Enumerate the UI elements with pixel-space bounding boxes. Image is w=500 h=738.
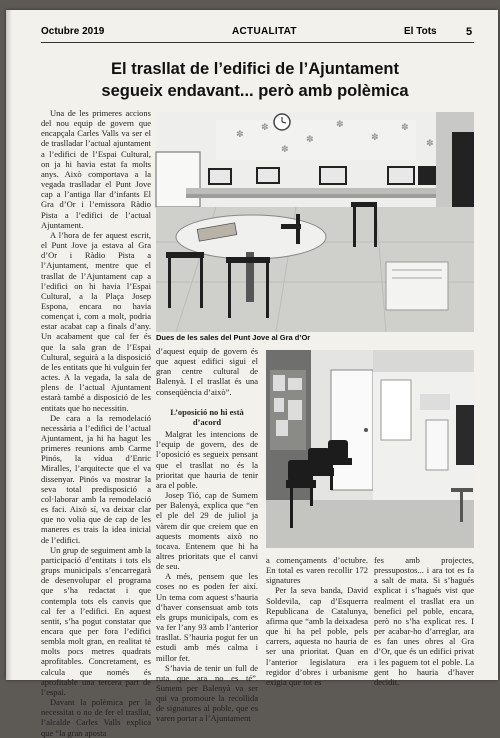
paragraph: fes amb projectes, pressupostos... i ara tot es fa a salt de mata. Si s’hagués explicat i s’hagués vist que realment el trasllat era un benefici pel poble, encara, però no s’ha explicat res. I per acabar-ho d’arreglar, ara es fan unes obres al Gra d’Or, que és un edifici privat i les paguem tot el poble. La gent ho hauria d’haver decidit. (374, 555, 474, 687)
article-column-1 (41, 108, 151, 738)
paragraph: S’havia de tenir un full de ruta que ara no es té”. Sumem per Balenyà va ser qui va promoure la recollida de signatures al poble, que es varen portar a l’Ajuntament (156, 662, 258, 724)
computer-room-illustration (156, 112, 474, 332)
headline-line-2: segueix endavant... però amb polèmica (101, 82, 409, 100)
issue-date: Octubre 2019 (41, 26, 105, 37)
svg-text:✽: ✽ (371, 133, 379, 143)
photo-computer-room (156, 112, 474, 332)
paragraph: Malgrat les intencions de l’equip de govern, des de l’oposició es segueix pensant que el trasllat no és la prioritat que hauria de tenir ara el poble. (156, 429, 258, 490)
svg-text:✽: ✽ (426, 139, 434, 149)
paragraph: De cara a la remodelació necessària a l’edifici de l’actual Ajuntament, ja hi ha hagut les primeres reunions amb Carme Pinós, la vídua d’Enric Miralles, l’arquitecte que el va dissenyar. Pinós va mostrar la seva total predisposició a col·laborar amb la remodelació es faci. Això sí, va deixar clar que no volia que de cap de les maneres es trais la idea inicial de l’edifici. (41, 412, 151, 545)
paragraph: Josep Tió, cap de Sumem per Balenyà, explica que “en el ple del 29 de juliol ja vàrem dir que creiem que en aquests moments això no tocava. Entenem que hi ha altres prioritats que el canvi de seu. (156, 490, 258, 572)
photo-caption: Dues de les sales del Punt Jove al Gra d’Or (156, 333, 311, 342)
paragraph: Una de les primeres accions del nou equip de govern que encapçala Carles Valls va ser el de traslladar l’actual ajuntament a l’edifici de l’Espai Cultural, on ja hi havia estat fa molts anys. Això comportava a la vegada traslladar el Punt Jove cap a l’antiga llar d’infants El Gra d’Or i l’emissora Ràdio Pista a l’edifici de l’actual Ajuntament. (41, 108, 151, 230)
svg-text:✽: ✽ (281, 145, 289, 155)
paragraph: A més, pensem que les coses no es poden fer així. Un tema com aquest s’hauria d’haver consensuat amb tots els grups municipals, com es va fer l’any 93 amb l’anterior trasllat. S’hauria pogut fer un estudi amb més calma i millor fet. (156, 571, 258, 663)
svg-text:✽: ✽ (236, 130, 244, 140)
paragraph: Un grup de seguiment amb la participació d’entitats i tots els grups municipals s’encarregarà de desenvolupar el programa que s’ha redactat i que contempla tots els canvis que cal fer a l’edifici. En aquest sentit, s’ha pogut constatar que encara que per fora l’edifici sembla molt gran, en realitat té molts pocs metres quadrats aprofitables. Concretament, es calcula que només és aprofitable una tercera part de l’espai. (41, 544, 151, 697)
section-name: ACTUALITAT (232, 26, 297, 37)
paragraph: Davant la polèmica per la necessitat o no de fer el trasllat, l’alcalde Carles Valls explica que “la gran aposta (41, 697, 151, 738)
photo-meeting-room (266, 350, 474, 548)
publication-name: El Tots (404, 26, 437, 37)
page-header (6, 26, 498, 40)
newspaper-page (6, 10, 498, 738)
paragraph: Per la seva banda, David Soldevila, cap d’Esquerra Republicana de Catalunya, afirma que “amb la deixadesa que hi ha pel poble, pels carrers, aquesta no hauria de ser una prioritat. Quan en l’anterior legislatura era regidor d’obres i urbanisme exigia que tot es (266, 585, 368, 687)
paragraph: a començaments d’octubre. En total es varen recollir 172 signatures (266, 555, 368, 586)
svg-text:✽: ✽ (306, 135, 314, 145)
page-number: 5 (466, 26, 473, 38)
article-column-2 (156, 346, 258, 724)
paragraph: A l’hora de fer aquest escrit, el Punt Jove ja estava al Gra d’Or i Ràdio Pista a l’Ajuntament, mentre que el trasllat de l’Ajuntament cap a l’edifici on hi havia l’Espai Cultural, a la Plaça Josep Espona, encara no havia començat i, com a molt, podria estar acabat cap a finals d’any. Un acabament que cal fer és que la sala gran de l’Espai Cultural, seguirà a la disposició de les entitats que hi vulguin fer actes. A la vegada, la sala de plens de l’actual Ajuntament estarà també a disposició de les entitats que ho necessitin. (41, 229, 151, 413)
headline (36, 58, 474, 102)
svg-text:✽: ✽ (336, 120, 344, 130)
svg-text:✽: ✽ (401, 123, 409, 133)
article-column-4 (374, 555, 474, 687)
headline-line-1: El trasllat de l’edifici de l’Ajuntament (111, 60, 399, 78)
paragraph: d’aquest equip de govern és que aquest edifici sigui el gran centre cultural de Balenyà. I el trasllat és una conseqüència d’això”. (156, 346, 258, 397)
article-column-3 (266, 555, 368, 687)
subheading: L’oposició no hi està d’acord (170, 406, 244, 427)
svg-text:✽: ✽ (261, 123, 269, 133)
meeting-room-illustration (266, 350, 474, 548)
header-rule (41, 42, 474, 43)
